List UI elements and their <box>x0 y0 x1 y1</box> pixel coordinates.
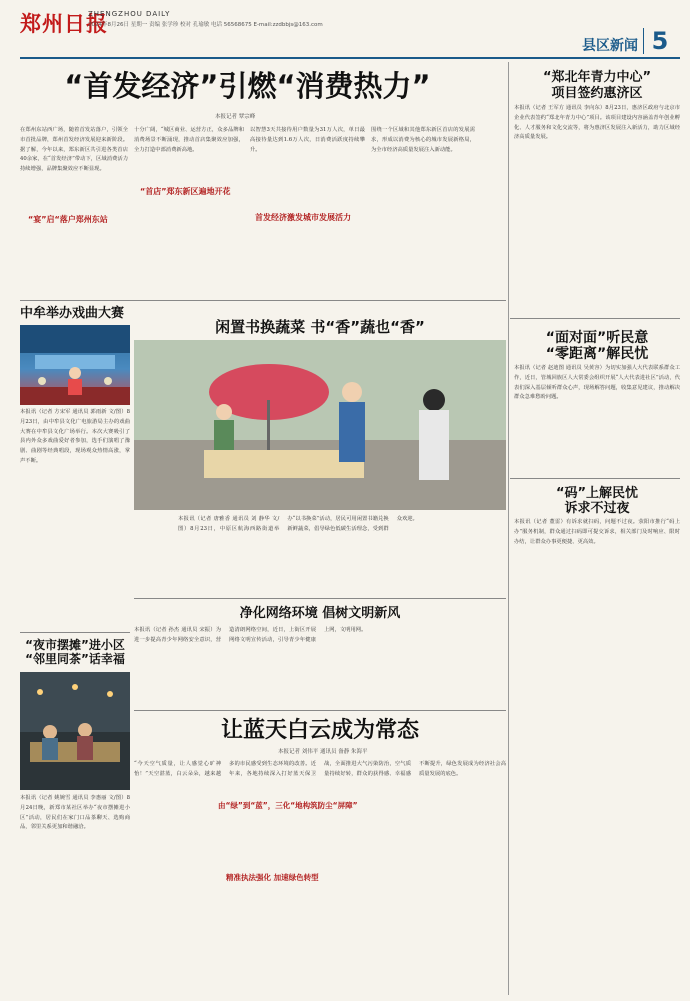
blue-sky-headline: 让蓝天白云成为常态 <box>220 718 419 743</box>
section-title: 县区新闻 <box>582 38 638 54</box>
bookswap-photo-illustration <box>134 340 506 510</box>
right-mid-body: 本报讯（记者 赵迪图 通讯员 吴黄容）为切实加强人大代表联系群众工作，近日，管城回族区人大常委会组织开展“人大代表进社区”活动，代表们深入基层倾听群众心声，现场解答问题，收集意见建议，推动解决群众急难愁盼问题。 <box>514 365 680 401</box>
night-market-illustration <box>20 672 130 790</box>
lead-subhead-1: “宴”启“落户郑州东站 <box>28 215 108 224</box>
lead-byline: 本报记者 覃宗峰 <box>215 114 256 120</box>
bookswap-headline: 闲置书换蔬菜 书“香”蔬也“香” <box>215 318 425 336</box>
right-mid-rule <box>510 318 680 319</box>
clean-net-rule <box>134 598 506 599</box>
blue-sky-subhead-1: 由“绿”到“蓝”，三化“地构筑防尘“屏障” <box>218 801 358 810</box>
right-top-headline-1: “郑北年青力中心” <box>542 70 652 85</box>
clean-net-body: 本报讯（记者 孙杰 通讯员 宋振）为进一步提高青少年网络安全意识，营造清朗网络空间，近日，上街区开展网络文明宣传活动，引导青少年健康上网，文明用网。 <box>134 627 367 643</box>
publication-name: ZHENGZHOU DAILY <box>88 10 171 18</box>
bookswap-photo <box>134 340 506 510</box>
column-divider <box>508 62 509 540</box>
right-mid-headline-1: “面对面”听民意 <box>545 330 649 346</box>
opera-photo-illustration <box>20 325 130 405</box>
lead-bottom-rule <box>20 300 506 301</box>
night-headline-1: “夜市摆摊”进小区 <box>25 638 125 652</box>
night-rule <box>20 632 130 633</box>
lead-col2: 十分广阔，“城区商业、运营方正，众多品牌和消费场景不断涌现，推动首店集聚效应加强，全力打造中部消费新高地。 <box>134 127 244 153</box>
right-mid-headline-2: “零距离”解民忧 <box>545 346 649 362</box>
header-divider <box>20 57 680 59</box>
blue-sky-rule <box>134 710 506 711</box>
lead-headline: “首发经济”引燃“消费热力” <box>64 69 431 103</box>
dateline: 2024年8月26日 星期一 责编 张学珍 校对 孔瑜敏 电话 56568675 E-mail:zzdbbjs@163.com <box>88 22 323 28</box>
right-low-headline-1: “码”上解民忧 <box>555 486 639 501</box>
blue-sky-body: “今天空气质量，让人感觉心旷神怡！”天空湛蓝，白云朵朵，越来越多的市民感受到生态环境的改善。近年来，各地持续深入打好蓝天保卫战，全面推进大气污染防治，空气质量持续好转，群众的获得感、幸福感不断提升，绿色发展成为经济社会高质量发展的底色。 <box>134 761 506 777</box>
lead-col1: 在郑州东站西广场，随着首发站落户，引领全市首批品牌，郑州首发经济发展迎来新阶段。据了解，今年以来，郑东新区共引进各类首店40余家，在“首发经济”带动下，区域消费活力持续增强，品牌集聚效应不断显现。 <box>20 127 128 173</box>
opera-headline: 中牟举办戏曲大赛 <box>20 306 125 321</box>
lead-subhead-3: 首发经济激发城市发展活力 <box>255 213 351 222</box>
page-header <box>0 0 690 62</box>
page-number: 5 <box>643 28 676 54</box>
lead-col4: 围绕一个区域和其他郑东新区首店的发展需求，形成以消费为核心的城市发展新格局，为全市经济高质量发展注入新动能。 <box>371 127 475 153</box>
right-low-rule <box>510 478 680 479</box>
blue-sky-subhead-2: 精准执法强化 加速绿色转型 <box>226 873 319 882</box>
right-low-body: 本报讯（记者 董雷）有诉求就扫码，问题不过夜。荥阳市推行“码上办”服务机制，群众通过扫码即可提交诉求，相关部门及时响应、限时办结，让群众办事更便捷、更高效。 <box>514 519 680 545</box>
lead-subhead-2: “首店”郑东新区遍地开花 <box>140 187 231 196</box>
night-headline-2: “邻里同茶”话幸福 <box>25 652 125 666</box>
right-low-headline-2: 诉求不过夜 <box>564 501 630 516</box>
night-market-photo <box>20 672 130 790</box>
bookswap-body: 本报讯（记者 唐雅香 通讯员 刘 静华 文/图）8月23日，中原区航海西路街道举办“以书换菜”活动，居民可用闲置书籍兑换新鲜蔬菜，倡导绿色低碳生活理念，受到群众欢迎。 <box>178 516 418 532</box>
masthead-logo: 郑州日报 <box>20 11 108 36</box>
clean-net-headline: 净化网络环境 倡树文明新风 <box>239 606 401 621</box>
night-market-body: 本报讯（记者 姚婉雪 通讯员 李惠丽 文/图）8月24日晚，新郑市某社区举办“夜市摆摊进小区”活动，居民们在家门口品茶聊天、选购商品，邻里关系更加和谐融洽。 <box>20 795 130 831</box>
right-top-body: 本报讯（记者 王军方 通讯员 李向东）8月23日，惠济区政府与北京市企业代表签约“郑北年青力中心”项目。该项目建设内容涵盖青年创业孵化、人才服务和文化交流等，将为惠济区发展注入新活力，助力区域经济高质量发展。 <box>514 105 680 141</box>
opera-body: 本报讯（记者 方宋军 通讯员 郭雨新 文/图）8月23日，由中牟县文化广电旅游局主办的戏曲大赛在中牟县文化广场举行。本次大赛吸引了县内外众多戏曲爱好者参加，选手们演唱了豫剧、曲剧等经典唱段，现场观众热情高涨，掌声不断。 <box>20 409 130 464</box>
lead-col3: 以智慧3天共接待用户数量为31万人次，单日最高接待量达到1.6万人次，日消费活跃度持续攀升。 <box>250 127 365 153</box>
lower-column-divider <box>508 540 509 995</box>
blue-sky-byline: 本报记者 刘伟平 通讯员 备静 朱海平 <box>278 749 368 755</box>
opera-photo <box>20 325 130 405</box>
right-top-headline-2: 项目签约惠济区 <box>551 86 643 101</box>
